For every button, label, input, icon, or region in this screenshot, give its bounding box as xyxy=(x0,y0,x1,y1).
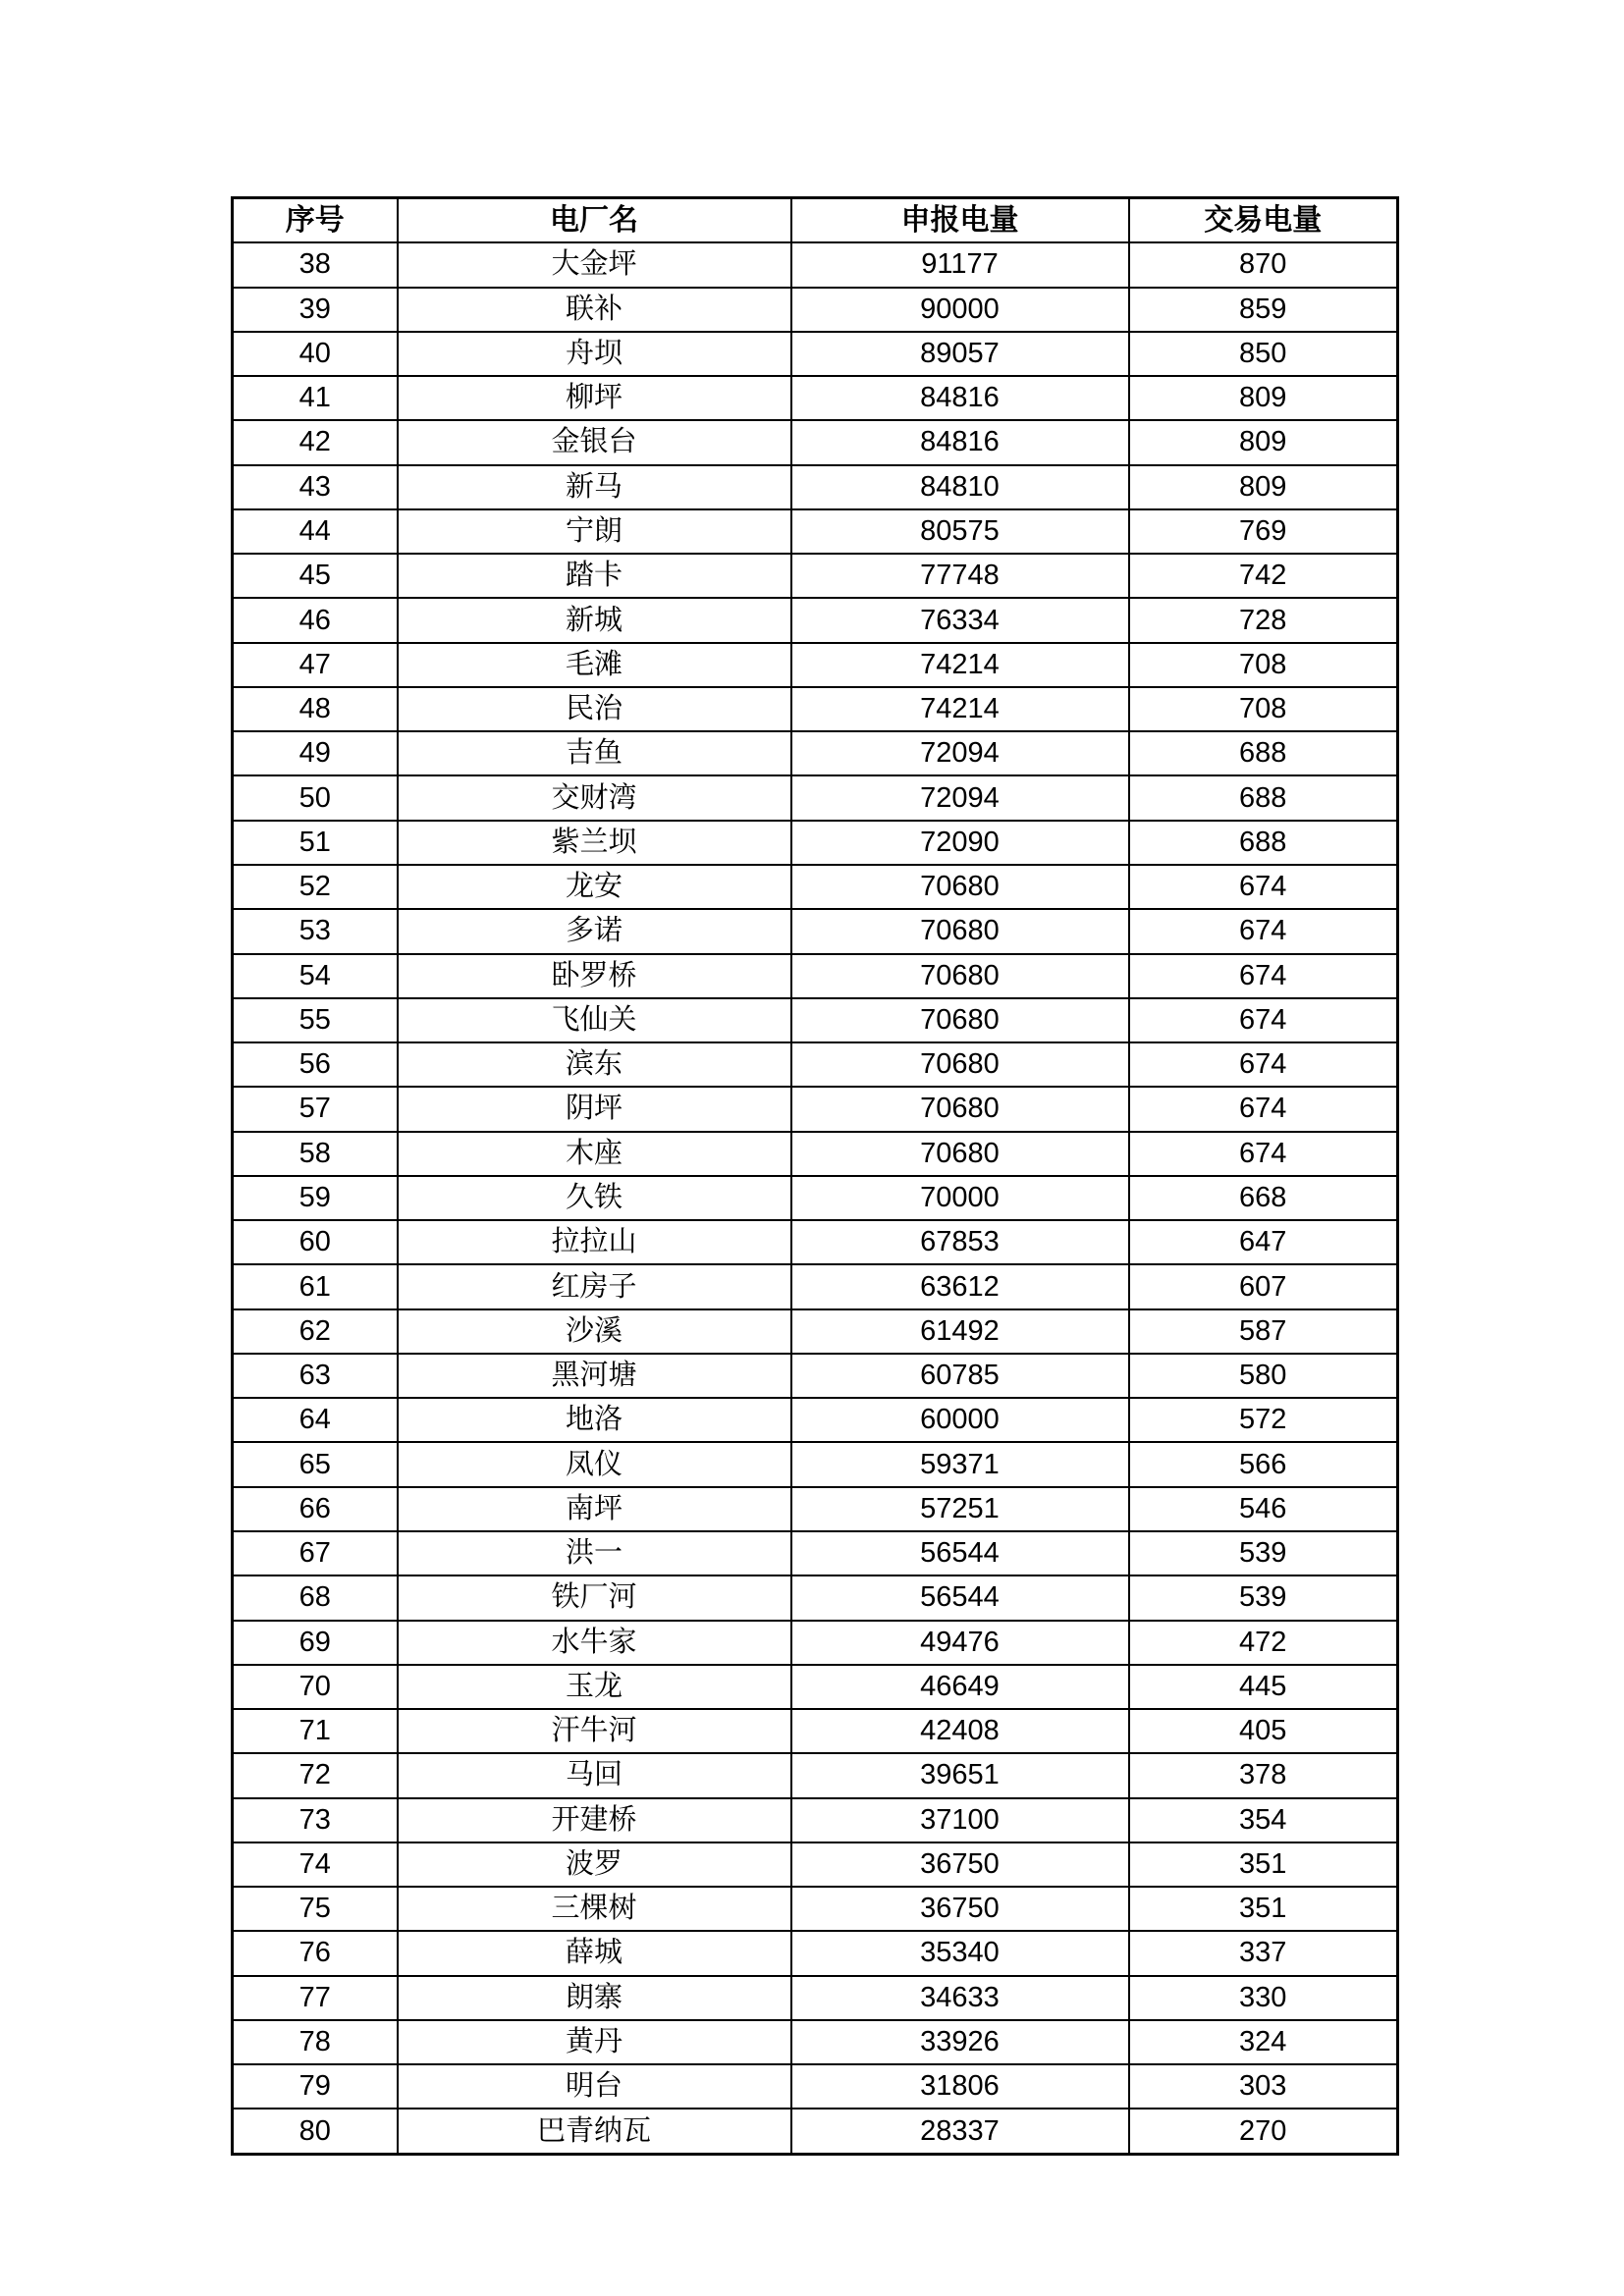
table-row xyxy=(233,332,1398,376)
cell-plant-name: 黄丹 xyxy=(398,2020,791,2064)
cell-plant-name: 水牛家 xyxy=(398,1621,791,1665)
cell-index: 56 xyxy=(233,1042,398,1087)
cell-index: 46 xyxy=(233,598,398,642)
cell-plant-name: 毛滩 xyxy=(398,643,791,687)
cell-index: 55 xyxy=(233,998,398,1042)
table-row xyxy=(233,465,1398,509)
cell-plant-name: 卧罗桥 xyxy=(398,954,791,998)
table-row xyxy=(233,376,1398,420)
cell-index: 57 xyxy=(233,1087,398,1131)
cell-declared-energy: 36750 xyxy=(791,1842,1129,1887)
cell-declared-energy: 61492 xyxy=(791,1309,1129,1354)
cell-declared-energy: 72094 xyxy=(791,731,1129,775)
header-declared-energy: 申报电量 xyxy=(791,198,1129,243)
cell-declared-energy: 91177 xyxy=(791,242,1129,287)
cell-plant-name: 久铁 xyxy=(398,1176,791,1220)
table-row xyxy=(233,509,1398,554)
cell-plant-name: 马回 xyxy=(398,1753,791,1797)
power-plant-table xyxy=(231,196,1399,2156)
cell-index: 53 xyxy=(233,909,398,953)
table-row xyxy=(233,1976,1398,2020)
cell-plant-name: 南坪 xyxy=(398,1487,791,1531)
table-row xyxy=(233,909,1398,953)
cell-declared-energy: 37100 xyxy=(791,1798,1129,1842)
cell-index: 79 xyxy=(233,2064,398,2109)
cell-declared-energy: 39651 xyxy=(791,1753,1129,1797)
cell-declared-energy: 70680 xyxy=(791,1087,1129,1131)
cell-declared-energy: 72094 xyxy=(791,775,1129,820)
cell-declared-energy: 56544 xyxy=(791,1531,1129,1575)
cell-traded-energy: 674 xyxy=(1129,954,1398,998)
table-row xyxy=(233,1132,1398,1176)
table-row xyxy=(233,1264,1398,1308)
cell-traded-energy: 337 xyxy=(1129,1931,1398,1975)
table-row xyxy=(233,1931,1398,1975)
cell-index: 44 xyxy=(233,509,398,554)
cell-index: 75 xyxy=(233,1887,398,1931)
table-body xyxy=(233,242,1398,2154)
cell-index: 72 xyxy=(233,1753,398,1797)
cell-traded-energy: 859 xyxy=(1129,288,1398,332)
cell-index: 61 xyxy=(233,1264,398,1308)
cell-plant-name: 舟坝 xyxy=(398,332,791,376)
cell-plant-name: 红房子 xyxy=(398,1264,791,1308)
table-row xyxy=(233,420,1398,464)
cell-plant-name: 民治 xyxy=(398,687,791,731)
cell-declared-energy: 77748 xyxy=(791,554,1129,598)
cell-declared-energy: 59371 xyxy=(791,1442,1129,1486)
table-row xyxy=(233,1487,1398,1531)
table-row xyxy=(233,1398,1398,1442)
cell-plant-name: 拉拉山 xyxy=(398,1220,791,1264)
cell-traded-energy: 809 xyxy=(1129,465,1398,509)
cell-traded-energy: 674 xyxy=(1129,1087,1398,1131)
cell-index: 50 xyxy=(233,775,398,820)
table-row xyxy=(233,1575,1398,1620)
cell-plant-name: 新城 xyxy=(398,598,791,642)
cell-declared-energy: 80575 xyxy=(791,509,1129,554)
cell-plant-name: 联补 xyxy=(398,288,791,332)
cell-traded-energy: 688 xyxy=(1129,731,1398,775)
cell-plant-name: 多诺 xyxy=(398,909,791,953)
cell-traded-energy: 674 xyxy=(1129,1042,1398,1087)
cell-index: 80 xyxy=(233,2109,398,2154)
cell-index: 66 xyxy=(233,1487,398,1531)
cell-declared-energy: 34633 xyxy=(791,1976,1129,2020)
cell-declared-energy: 57251 xyxy=(791,1487,1129,1531)
cell-traded-energy: 351 xyxy=(1129,1842,1398,1887)
cell-declared-energy: 74214 xyxy=(791,687,1129,731)
cell-traded-energy: 351 xyxy=(1129,1887,1398,1931)
cell-traded-energy: 708 xyxy=(1129,643,1398,687)
cell-plant-name: 波罗 xyxy=(398,1842,791,1887)
cell-plant-name: 阴坪 xyxy=(398,1087,791,1131)
cell-traded-energy: 539 xyxy=(1129,1531,1398,1575)
cell-traded-energy: 809 xyxy=(1129,376,1398,420)
header-traded-energy: 交易电量 xyxy=(1129,198,1398,243)
cell-plant-name: 交财湾 xyxy=(398,775,791,820)
cell-declared-energy: 67853 xyxy=(791,1220,1129,1264)
table-row xyxy=(233,1887,1398,1931)
cell-declared-energy: 60000 xyxy=(791,1398,1129,1442)
cell-declared-energy: 84816 xyxy=(791,420,1129,464)
cell-index: 41 xyxy=(233,376,398,420)
cell-declared-energy: 56544 xyxy=(791,1575,1129,1620)
cell-plant-name: 金银台 xyxy=(398,420,791,464)
cell-plant-name: 吉鱼 xyxy=(398,731,791,775)
cell-declared-energy: 70680 xyxy=(791,1132,1129,1176)
table-row xyxy=(233,865,1398,909)
table-row xyxy=(233,821,1398,865)
table-row xyxy=(233,1087,1398,1131)
table-header xyxy=(233,198,1398,243)
cell-traded-energy: 728 xyxy=(1129,598,1398,642)
cell-traded-energy: 688 xyxy=(1129,775,1398,820)
cell-declared-energy: 70680 xyxy=(791,865,1129,909)
table-row xyxy=(233,775,1398,820)
table-row xyxy=(233,1842,1398,1887)
cell-plant-name: 沙溪 xyxy=(398,1309,791,1354)
table-row xyxy=(233,598,1398,642)
cell-declared-energy: 70680 xyxy=(791,954,1129,998)
table-row xyxy=(233,1176,1398,1220)
cell-plant-name: 飞仙关 xyxy=(398,998,791,1042)
cell-traded-energy: 354 xyxy=(1129,1798,1398,1842)
cell-index: 69 xyxy=(233,1621,398,1665)
cell-index: 43 xyxy=(233,465,398,509)
table-row xyxy=(233,1442,1398,1486)
table-row xyxy=(233,998,1398,1042)
cell-plant-name: 踏卡 xyxy=(398,554,791,598)
cell-index: 63 xyxy=(233,1354,398,1398)
table-row xyxy=(233,1753,1398,1797)
cell-traded-energy: 566 xyxy=(1129,1442,1398,1486)
cell-traded-energy: 539 xyxy=(1129,1575,1398,1620)
cell-plant-name: 大金坪 xyxy=(398,242,791,287)
cell-plant-name: 汗牛河 xyxy=(398,1709,791,1753)
cell-plant-name: 薛城 xyxy=(398,1931,791,1975)
cell-index: 42 xyxy=(233,420,398,464)
cell-traded-energy: 572 xyxy=(1129,1398,1398,1442)
cell-index: 74 xyxy=(233,1842,398,1887)
cell-index: 51 xyxy=(233,821,398,865)
cell-traded-energy: 809 xyxy=(1129,420,1398,464)
cell-plant-name: 地洛 xyxy=(398,1398,791,1442)
cell-traded-energy: 405 xyxy=(1129,1709,1398,1753)
table-row xyxy=(233,1709,1398,1753)
cell-traded-energy: 688 xyxy=(1129,821,1398,865)
cell-declared-energy: 63612 xyxy=(791,1264,1129,1308)
cell-plant-name: 凤仪 xyxy=(398,1442,791,1486)
cell-declared-energy: 35340 xyxy=(791,1931,1129,1975)
cell-declared-energy: 33926 xyxy=(791,2020,1129,2064)
cell-traded-energy: 674 xyxy=(1129,1132,1398,1176)
table-row xyxy=(233,554,1398,598)
cell-declared-energy: 46649 xyxy=(791,1665,1129,1709)
cell-traded-energy: 324 xyxy=(1129,2020,1398,2064)
cell-plant-name: 新马 xyxy=(398,465,791,509)
cell-plant-name: 滨东 xyxy=(398,1042,791,1087)
cell-traded-energy: 587 xyxy=(1129,1309,1398,1354)
cell-declared-energy: 70680 xyxy=(791,909,1129,953)
table-row xyxy=(233,643,1398,687)
cell-traded-energy: 674 xyxy=(1129,865,1398,909)
cell-traded-energy: 850 xyxy=(1129,332,1398,376)
cell-plant-name: 龙安 xyxy=(398,865,791,909)
table-row xyxy=(233,1798,1398,1842)
header-index: 序号 xyxy=(233,198,398,243)
cell-declared-energy: 90000 xyxy=(791,288,1129,332)
cell-index: 77 xyxy=(233,1976,398,2020)
cell-declared-energy: 42408 xyxy=(791,1709,1129,1753)
cell-traded-energy: 330 xyxy=(1129,1976,1398,2020)
cell-traded-energy: 708 xyxy=(1129,687,1398,731)
cell-index: 52 xyxy=(233,865,398,909)
table-row xyxy=(233,1665,1398,1709)
table-row xyxy=(233,731,1398,775)
cell-index: 59 xyxy=(233,1176,398,1220)
cell-plant-name: 铁厂河 xyxy=(398,1575,791,1620)
cell-declared-energy: 70000 xyxy=(791,1176,1129,1220)
cell-plant-name: 柳坪 xyxy=(398,376,791,420)
table-row xyxy=(233,1309,1398,1354)
cell-declared-energy: 72090 xyxy=(791,821,1129,865)
table-container xyxy=(231,196,1399,2156)
cell-traded-energy: 303 xyxy=(1129,2064,1398,2109)
cell-plant-name: 洪一 xyxy=(398,1531,791,1575)
cell-index: 60 xyxy=(233,1220,398,1264)
table-row xyxy=(233,1042,1398,1087)
cell-traded-energy: 674 xyxy=(1129,998,1398,1042)
cell-declared-energy: 49476 xyxy=(791,1621,1129,1665)
table-row xyxy=(233,288,1398,332)
cell-declared-energy: 74214 xyxy=(791,643,1129,687)
cell-plant-name: 明台 xyxy=(398,2064,791,2109)
cell-traded-energy: 668 xyxy=(1129,1176,1398,1220)
cell-traded-energy: 270 xyxy=(1129,2109,1398,2154)
cell-declared-energy: 31806 xyxy=(791,2064,1129,2109)
cell-plant-name: 木座 xyxy=(398,1132,791,1176)
table-row xyxy=(233,1220,1398,1264)
cell-index: 68 xyxy=(233,1575,398,1620)
cell-index: 58 xyxy=(233,1132,398,1176)
table-row xyxy=(233,687,1398,731)
table-row xyxy=(233,242,1398,287)
cell-plant-name: 玉龙 xyxy=(398,1665,791,1709)
cell-traded-energy: 674 xyxy=(1129,909,1398,953)
cell-traded-energy: 472 xyxy=(1129,1621,1398,1665)
table-header-row xyxy=(233,198,1398,243)
cell-plant-name: 朗寨 xyxy=(398,1976,791,2020)
table-row xyxy=(233,2020,1398,2064)
cell-declared-energy: 84816 xyxy=(791,376,1129,420)
cell-index: 70 xyxy=(233,1665,398,1709)
cell-traded-energy: 769 xyxy=(1129,509,1398,554)
cell-declared-energy: 84810 xyxy=(791,465,1129,509)
cell-index: 76 xyxy=(233,1931,398,1975)
cell-traded-energy: 546 xyxy=(1129,1487,1398,1531)
cell-plant-name: 宁朗 xyxy=(398,509,791,554)
cell-declared-energy: 36750 xyxy=(791,1887,1129,1931)
cell-declared-energy: 76334 xyxy=(791,598,1129,642)
table-row xyxy=(233,954,1398,998)
cell-traded-energy: 607 xyxy=(1129,1264,1398,1308)
cell-plant-name: 紫兰坝 xyxy=(398,821,791,865)
cell-declared-energy: 70680 xyxy=(791,998,1129,1042)
cell-traded-energy: 742 xyxy=(1129,554,1398,598)
cell-traded-energy: 445 xyxy=(1129,1665,1398,1709)
cell-index: 71 xyxy=(233,1709,398,1753)
cell-index: 64 xyxy=(233,1398,398,1442)
cell-traded-energy: 580 xyxy=(1129,1354,1398,1398)
table-row xyxy=(233,1531,1398,1575)
table-row xyxy=(233,2109,1398,2154)
table-row xyxy=(233,2064,1398,2109)
cell-index: 39 xyxy=(233,288,398,332)
cell-traded-energy: 870 xyxy=(1129,242,1398,287)
cell-index: 65 xyxy=(233,1442,398,1486)
header-plant-name: 电厂名 xyxy=(398,198,791,243)
cell-plant-name: 三棵树 xyxy=(398,1887,791,1931)
cell-index: 62 xyxy=(233,1309,398,1354)
cell-index: 73 xyxy=(233,1798,398,1842)
cell-plant-name: 巴青纳瓦 xyxy=(398,2109,791,2154)
cell-index: 48 xyxy=(233,687,398,731)
cell-declared-energy: 28337 xyxy=(791,2109,1129,2154)
cell-index: 47 xyxy=(233,643,398,687)
cell-index: 54 xyxy=(233,954,398,998)
cell-traded-energy: 378 xyxy=(1129,1753,1398,1797)
cell-index: 40 xyxy=(233,332,398,376)
cell-plant-name: 开建桥 xyxy=(398,1798,791,1842)
cell-declared-energy: 60785 xyxy=(791,1354,1129,1398)
cell-plant-name: 黑河塘 xyxy=(398,1354,791,1398)
cell-index: 45 xyxy=(233,554,398,598)
cell-index: 67 xyxy=(233,1531,398,1575)
table-row xyxy=(233,1621,1398,1665)
cell-index: 49 xyxy=(233,731,398,775)
table-row xyxy=(233,1354,1398,1398)
cell-index: 38 xyxy=(233,242,398,287)
cell-declared-energy: 89057 xyxy=(791,332,1129,376)
cell-traded-energy: 647 xyxy=(1129,1220,1398,1264)
cell-declared-energy: 70680 xyxy=(791,1042,1129,1087)
cell-index: 78 xyxy=(233,2020,398,2064)
